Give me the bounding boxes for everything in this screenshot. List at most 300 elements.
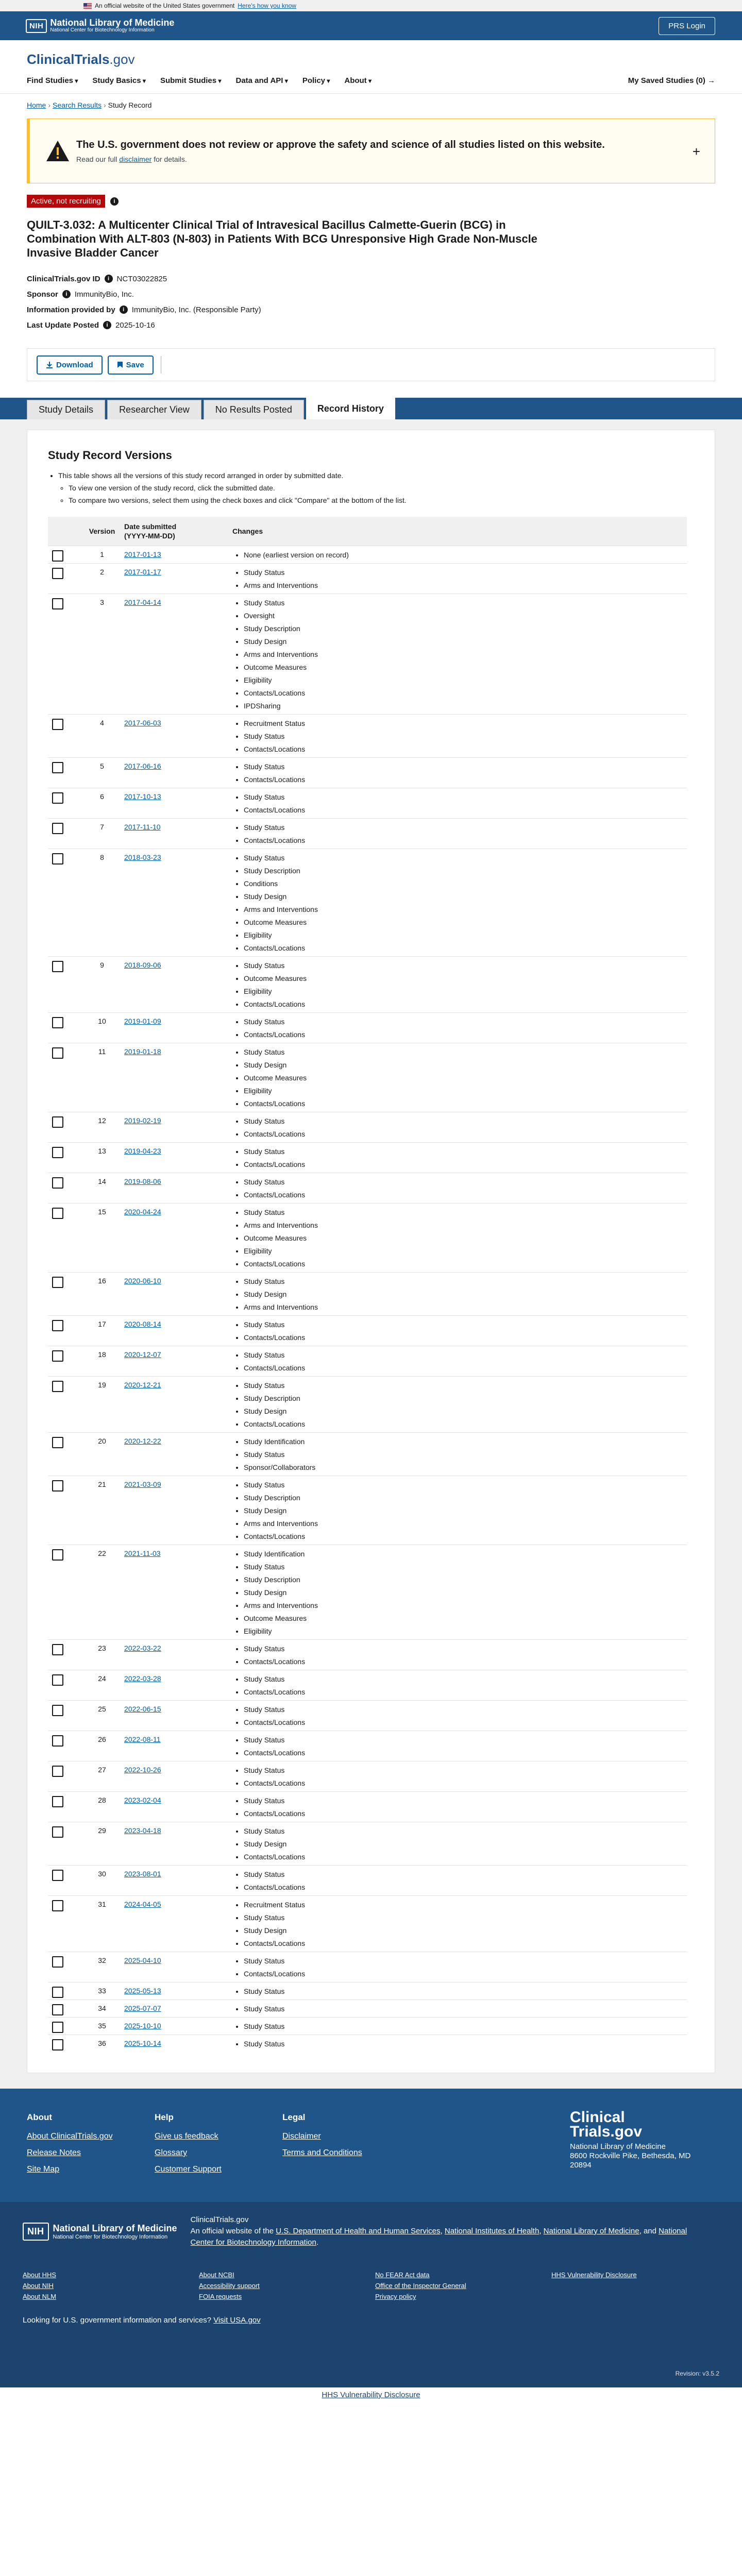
table-row	[48, 1896, 687, 1952]
usa-gov-link[interactable]: Visit USA.gov	[213, 2316, 261, 2325]
version-date-link[interactable]: 2020-12-21	[124, 1381, 161, 1389]
ct-logo-main: ClinicalTrials	[27, 52, 110, 67]
version-checkbox[interactable]	[52, 1017, 63, 1028]
version-checkbox[interactable]	[52, 1900, 63, 1911]
version-number: 6	[84, 788, 120, 819]
footer-link-about-nlm[interactable]: About NLM	[23, 2293, 57, 2300]
change-item: • Study Identification	[244, 1437, 683, 1450]
select-cell	[48, 1204, 84, 1273]
versions-intro	[48, 471, 694, 504]
version-checkbox[interactable]	[52, 1987, 63, 1998]
change-item: • Study Status	[244, 1480, 683, 1493]
changes-list	[232, 853, 683, 956]
version-checkbox[interactable]	[52, 1437, 63, 1448]
change-item: • Study Status	[244, 1116, 683, 1129]
breadcrumb-search-results[interactable]: Search Results	[53, 101, 102, 109]
version-checkbox[interactable]	[52, 1674, 63, 1686]
changes-list	[232, 792, 683, 818]
version-date-link[interactable]: 2020-12-22	[124, 1437, 161, 1445]
ct-header	[0, 40, 742, 94]
change-item: • Study Status	[244, 1208, 683, 1221]
version-checkbox[interactable]	[52, 1381, 63, 1392]
version-checkbox[interactable]	[52, 1047, 63, 1059]
version-checkbox[interactable]	[52, 2004, 63, 2015]
nav-study-basics[interactable]: Study Basics ▾	[92, 76, 146, 85]
version-number: 26	[84, 1731, 120, 1761]
change-item: • Study Status	[244, 1766, 683, 1778]
version-checkbox[interactable]	[52, 792, 63, 804]
change-item: • Study Status	[244, 1705, 683, 1718]
version-date-link[interactable]: 2020-04-24	[124, 1208, 161, 1216]
version-date-link[interactable]: 2017-06-16	[124, 762, 161, 770]
footer-link-feedback[interactable]: Give us feedback	[155, 2132, 218, 2141]
disclaimer-alert	[27, 118, 715, 183]
changes-list	[232, 1705, 683, 1731]
hhs-vulnerability-link[interactable]: HHS Vulnerability Disclosure	[322, 2391, 420, 2399]
change-item: • Contacts/Locations	[244, 775, 683, 788]
version-checkbox[interactable]	[52, 719, 63, 730]
version-checkbox[interactable]	[52, 2022, 63, 2033]
version-date-link[interactable]: 2025-07-07	[124, 2004, 161, 2012]
disclaimer-link[interactable]: disclaimer	[119, 155, 152, 163]
save-button[interactable]	[108, 355, 154, 375]
date-cell	[120, 1822, 228, 1866]
footer-link-glossary[interactable]: Glossary	[155, 2148, 188, 2157]
select-cell	[48, 2035, 84, 2053]
table-row	[48, 1670, 687, 1701]
changes-cell	[228, 1670, 687, 1701]
changes-list	[232, 1277, 683, 1315]
version-date-link[interactable]: 2019-01-09	[124, 1017, 161, 1025]
col-changes: Changes	[228, 517, 687, 546]
version-number: 17	[84, 1316, 120, 1346]
nav-policy[interactable]: Policy ▾	[302, 76, 330, 85]
change-item: • Contacts/Locations	[244, 1748, 683, 1761]
version-date-link[interactable]: 2017-01-17	[124, 568, 161, 576]
table-row	[48, 1377, 687, 1433]
breadcrumb	[0, 94, 742, 116]
table-row	[48, 1640, 687, 1670]
change-item: • Contacts/Locations	[244, 1419, 683, 1432]
table-row	[48, 1433, 687, 1476]
footer-link-hhs-vuln[interactable]: HHS Vulnerability Disclosure	[551, 2271, 637, 2279]
select-cell	[48, 715, 84, 758]
version-number: 21	[84, 1476, 120, 1545]
changes-cell	[228, 1273, 687, 1316]
version-date-link[interactable]: 2019-01-18	[124, 1047, 161, 1056]
date-cell	[120, 849, 228, 957]
version-number: 13	[84, 1143, 120, 1173]
version-date-link[interactable]: 2023-04-18	[124, 1826, 161, 1835]
change-item: • Contacts/Locations	[244, 1190, 683, 1203]
change-item: • Eligibility	[244, 675, 683, 688]
footer-legal-heading: Legal	[282, 2112, 306, 2122]
table-row	[48, 1013, 687, 1043]
version-checkbox[interactable]	[52, 762, 63, 773]
footer-link-empty	[551, 2293, 728, 2300]
tab-study-details[interactable]: Study Details	[27, 400, 105, 419]
info-icon[interactable]: i	[120, 306, 128, 314]
change-item: • Arms and Interventions	[244, 1302, 683, 1315]
meta-row-sponsor	[27, 286, 715, 302]
version-checkbox[interactable]	[52, 1177, 63, 1189]
changes-cell	[228, 1640, 687, 1670]
footer-link-terms[interactable]: Terms and Conditions	[282, 2148, 362, 2157]
hhs-vuln-row	[0, 2387, 742, 2402]
change-item: • Eligibility	[244, 1246, 683, 1259]
versions-section	[0, 419, 742, 2089]
version-date-link[interactable]: 2022-03-28	[124, 1674, 161, 1683]
sponsor-label: Sponsor	[27, 290, 58, 299]
main-nav	[27, 67, 715, 93]
date-cell	[120, 1112, 228, 1143]
footer-nlm-title: National Library of Medicine	[53, 2223, 177, 2233]
date-cell	[120, 2018, 228, 2035]
version-number: 11	[84, 1043, 120, 1112]
info-icon[interactable]: i	[62, 290, 71, 298]
footer-link-accessibility[interactable]: Accessibility support	[199, 2282, 260, 2290]
change-item: • Study Status	[244, 1870, 683, 1883]
version-date-link[interactable]: 2025-10-10	[124, 2022, 161, 2030]
select-cell	[48, 1013, 84, 1043]
date-cell	[120, 1731, 228, 1761]
version-date-link[interactable]: 2021-03-09	[124, 1480, 161, 1488]
changes-cell	[228, 1143, 687, 1173]
ct-logo-tld: .gov	[109, 52, 135, 67]
change-item: • Sponsor/Collaborators	[244, 1463, 683, 1476]
breadcrumb-separator: ›	[48, 101, 51, 109]
version-checkbox[interactable]	[52, 1350, 63, 1362]
change-item: • Outcome Measures	[244, 918, 683, 930]
expand-plus-icon[interactable]: +	[692, 144, 700, 159]
select-cell	[48, 1896, 84, 1952]
version-date-link[interactable]: 2022-08-11	[124, 1735, 161, 1743]
versions-card	[27, 430, 715, 2073]
nav-data-api[interactable]: Data and API ▾	[235, 76, 288, 85]
table-row	[48, 1761, 687, 1792]
changes-list	[232, 719, 683, 757]
version-date-link[interactable]: 2017-11-10	[124, 823, 161, 831]
my-saved-studies-link[interactable]: My Saved Studies (0) →	[628, 76, 715, 85]
date-cell	[120, 1316, 228, 1346]
select-cell	[48, 1761, 84, 1792]
changes-list	[232, 1826, 683, 1865]
footer-link-site-map[interactable]: Site Map	[27, 2165, 60, 2174]
version-checkbox[interactable]	[52, 961, 63, 972]
version-checkbox[interactable]	[52, 1796, 63, 1807]
version-date-link[interactable]: 2023-08-01	[124, 1870, 161, 1878]
change-item: • Contacts/Locations	[244, 999, 683, 1012]
version-number: 4	[84, 715, 120, 758]
change-item: • None (earliest version on record)	[244, 550, 683, 563]
version-checkbox[interactable]	[52, 598, 63, 609]
select-cell	[48, 1670, 84, 1701]
info-provided-value: ImmunityBio, Inc. (Responsible Party)	[131, 305, 261, 314]
change-item: • Study Status	[244, 1987, 683, 1999]
version-checkbox[interactable]	[52, 568, 63, 579]
version-date-link[interactable]: 2023-02-04	[124, 1796, 161, 1804]
version-checkbox[interactable]	[52, 1766, 63, 1777]
version-date-link[interactable]: 2018-03-23	[124, 853, 161, 861]
version-date-link[interactable]: 2025-10-14	[124, 2039, 161, 2047]
version-date-link[interactable]: 2020-08-14	[124, 1320, 161, 1328]
version-checkbox[interactable]	[52, 1480, 63, 1492]
version-checkbox[interactable]	[52, 823, 63, 834]
gov-banner	[0, 0, 742, 11]
footer-link-about-hhs[interactable]: About HHS	[23, 2271, 57, 2279]
changes-list	[232, 762, 683, 788]
footer-link-privacy[interactable]: Privacy policy	[375, 2293, 416, 2300]
date-cell	[120, 1433, 228, 1476]
footer-link-release-notes[interactable]: Release Notes	[27, 2148, 81, 2157]
footer-link-ncbi[interactable]: National Center for Biotechnology Information	[190, 2227, 687, 2247]
nav-submit-studies[interactable]: Submit Studies ▾	[160, 76, 222, 85]
footer-top	[0, 2089, 742, 2202]
footer-address	[570, 2142, 690, 2170]
versions-table-head	[48, 517, 687, 546]
version-checkbox[interactable]	[52, 1277, 63, 1288]
footer-nih-logo-icon: NIH	[23, 2223, 49, 2241]
changes-cell	[228, 1043, 687, 1112]
footer-ct-logo	[570, 2110, 690, 2170]
change-item: • Conditions	[244, 879, 683, 892]
date-cell	[120, 1377, 228, 1433]
version-checkbox[interactable]	[52, 1735, 63, 1747]
footer-link-no-fear[interactable]: No FEAR Act data	[375, 2271, 430, 2279]
select-cell	[48, 1273, 84, 1316]
footer-help-col	[155, 2112, 282, 2181]
version-date-link[interactable]: 2018-09-06	[124, 961, 161, 969]
info-icon[interactable]: i	[103, 321, 111, 329]
col-date-line2: (YYYY-MM-DD)	[124, 532, 175, 540]
date-cell	[120, 2000, 228, 2018]
select-cell	[48, 1143, 84, 1173]
date-cell	[120, 1952, 228, 1982]
nlm-logo[interactable]	[26, 18, 174, 33]
status-row	[27, 195, 715, 208]
version-date-link[interactable]: 2017-06-03	[124, 719, 161, 727]
version-date-link[interactable]: 2017-01-13	[124, 550, 161, 558]
change-item: • Contacts/Locations	[244, 1099, 683, 1112]
tab-record-history[interactable]: Record History	[306, 398, 395, 419]
changes-cell	[228, 1377, 687, 1433]
changes-cell	[228, 2035, 687, 2053]
table-row	[48, 546, 687, 564]
version-date-link[interactable]: 2025-05-13	[124, 1987, 161, 1995]
version-date-link[interactable]: 2017-10-13	[124, 792, 161, 801]
footer-link-customer-support[interactable]: Customer Support	[155, 2165, 222, 2174]
change-item: • Study Status	[244, 598, 683, 611]
info-icon[interactable]: i	[105, 275, 113, 283]
address-line: 8600 Rockville Pike, Bethesda, MD	[570, 2151, 691, 2160]
changes-cell	[228, 1545, 687, 1640]
footer-link-about-ncbi[interactable]: About NCBI	[199, 2271, 234, 2279]
change-item: • Study Status	[244, 2022, 683, 2035]
col-version: Version	[84, 517, 120, 546]
nav-find-studies[interactable]: Find Studies ▾	[27, 76, 78, 85]
table-row	[48, 1476, 687, 1545]
change-item: • Study Status	[244, 792, 683, 805]
save-label: Save	[126, 360, 144, 369]
version-checkbox[interactable]	[52, 1826, 63, 1838]
footer-official-text: ClinicalTrials.gov An official website of the U.S. Department of Health and Human Services, National Institutes of Health, National Library of Medicine, and National Center for Biotechnology Information.	[191, 2214, 696, 2248]
version-date-link[interactable]: 2017-04-14	[124, 598, 161, 606]
change-item: • Outcome Measures	[244, 1233, 683, 1246]
id-value: NCT03022825	[116, 274, 167, 283]
change-item: • Contacts/Locations	[244, 1883, 683, 1895]
version-date-link[interactable]: 2020-06-10	[124, 1277, 161, 1285]
changes-list	[232, 1796, 683, 1822]
ct-logo[interactable]	[27, 52, 715, 67]
version-checkbox[interactable]	[52, 2039, 63, 2050]
date-cell	[120, 1476, 228, 1545]
meta-row-info	[27, 302, 715, 317]
changes-list	[232, 1674, 683, 1700]
date-cell	[120, 1670, 228, 1701]
change-item: • Study Description	[244, 624, 683, 637]
change-item: • Recruitment Status	[244, 1900, 683, 1913]
version-checkbox[interactable]	[52, 1116, 63, 1128]
col-date-line1: Date submitted	[124, 522, 177, 531]
change-item: • Arms and Interventions	[244, 905, 683, 918]
info-icon[interactable]: i	[110, 197, 119, 206]
version-number: 20	[84, 1433, 120, 1476]
change-item: • Arms and Interventions	[244, 581, 683, 594]
change-item: • Contacts/Locations	[244, 1532, 683, 1545]
nlm-title: National Library of Medicine	[50, 18, 175, 28]
select-cell	[48, 1792, 84, 1822]
table-row	[48, 1273, 687, 1316]
changes-cell	[228, 546, 687, 564]
version-number: 30	[84, 1866, 120, 1896]
changes-cell	[228, 1792, 687, 1822]
footer-bottom-row	[23, 2214, 719, 2248]
version-number: 14	[84, 1173, 120, 1204]
select-cell	[48, 1822, 84, 1866]
version-checkbox[interactable]	[52, 1956, 63, 1968]
version-date-link[interactable]: 2019-08-06	[124, 1177, 161, 1185]
version-checkbox[interactable]	[52, 1549, 63, 1561]
footer-text-pre: An official website of the	[190, 2227, 274, 2235]
tab-researcher-view[interactable]: Researcher View	[107, 400, 201, 419]
usa-text: Looking for U.S. government information and services?	[23, 2316, 212, 2325]
footer-link-foia[interactable]: FOIA requests	[199, 2293, 242, 2300]
heres-how-link[interactable]: Here's how you know	[238, 2, 296, 9]
tab-no-results-posted[interactable]: No Results Posted	[204, 400, 304, 419]
nav-about[interactable]: About ▾	[344, 76, 372, 85]
prs-login-button[interactable]: PRS Login	[659, 17, 715, 35]
download-icon	[46, 361, 53, 368]
version-checkbox[interactable]	[52, 1208, 63, 1219]
select-cell	[48, 2000, 84, 2018]
select-cell	[48, 1866, 84, 1896]
version-number: 29	[84, 1822, 120, 1866]
version-date-link[interactable]: 2020-12-07	[124, 1350, 161, 1359]
changes-list	[232, 1177, 683, 1203]
version-date-link[interactable]: 2019-02-19	[124, 1116, 161, 1125]
change-item: • Contacts/Locations	[244, 1030, 683, 1043]
select-cell	[48, 1982, 84, 2000]
change-item: • Contacts/Locations	[244, 943, 683, 956]
change-item: • Study Description	[244, 1493, 683, 1506]
change-item: • Contacts/Locations	[244, 1809, 683, 1822]
footer-link-disclaimer[interactable]: Disclaimer	[282, 2132, 321, 2141]
version-checkbox[interactable]	[52, 853, 63, 865]
version-date-link[interactable]: 2022-10-26	[124, 1766, 161, 1774]
change-item: • Eligibility	[244, 1626, 683, 1639]
changes-cell	[228, 2018, 687, 2035]
version-date-link[interactable]: 2025-04-10	[124, 1956, 161, 1964]
date-cell	[120, 546, 228, 564]
change-item: • Study Status	[244, 1381, 683, 1394]
version-date-link[interactable]: 2022-03-22	[124, 1644, 161, 1652]
version-checkbox[interactable]	[52, 1644, 63, 1655]
download-label: Download	[56, 360, 93, 369]
changes-cell	[228, 758, 687, 788]
footer-nlm-logo[interactable]	[23, 2214, 177, 2248]
version-checkbox[interactable]	[52, 1870, 63, 1881]
changes-cell	[228, 849, 687, 957]
change-item: • Contacts/Locations	[244, 688, 683, 701]
footer-about-heading: About	[27, 2112, 53, 2122]
version-number: 18	[84, 1346, 120, 1377]
date-cell	[120, 758, 228, 788]
version-checkbox[interactable]	[52, 1705, 63, 1716]
select-cell	[48, 788, 84, 819]
changes-list	[232, 1320, 683, 1346]
changes-cell	[228, 819, 687, 849]
footer-link-nih[interactable]: National Institutes of Health	[444, 2227, 539, 2235]
version-checkbox[interactable]	[52, 1147, 63, 1158]
footer-link-about-nih[interactable]: About NIH	[23, 2282, 54, 2290]
change-item: • Study Design	[244, 1839, 683, 1852]
footer-link-about-ct[interactable]: About ClinicalTrials.gov	[27, 2132, 113, 2141]
version-number: 22	[84, 1545, 120, 1640]
version-number: 5	[84, 758, 120, 788]
intro-sublist	[58, 484, 694, 504]
versions-header-row	[48, 517, 687, 546]
change-item: • Study Status	[244, 1913, 683, 1926]
footer-link-oig[interactable]: Office of the Inspector General	[375, 2282, 466, 2290]
change-item: • Eligibility	[244, 930, 683, 943]
version-date-link[interactable]: 2024-04-05	[124, 1900, 161, 1908]
version-number: 36	[84, 2035, 120, 2053]
change-item: • Study Status	[244, 2039, 683, 2052]
table-row	[48, 788, 687, 819]
breadcrumb-home[interactable]: Home	[27, 101, 46, 109]
version-date-link[interactable]: 2019-04-23	[124, 1147, 161, 1155]
download-button[interactable]	[37, 355, 103, 375]
version-checkbox[interactable]	[52, 1320, 63, 1331]
footer-ct-logo-1: Clinical	[570, 2109, 625, 2126]
changes-cell	[228, 1952, 687, 1982]
date-cell	[120, 2035, 228, 2053]
select-cell	[48, 1545, 84, 1640]
change-item: • IPDSharing	[244, 701, 683, 714]
version-date-link[interactable]: 2022-06-15	[124, 1705, 161, 1713]
change-item: • Contacts/Locations	[244, 1939, 683, 1952]
table-row	[48, 1204, 687, 1273]
footer-link-hhs[interactable]: U.S. Department of Health and Human Services	[276, 2227, 441, 2235]
changes-list	[232, 1437, 683, 1476]
footer-link-nlm[interactable]: National Library of Medicine	[543, 2227, 639, 2235]
change-item: • Recruitment Status	[244, 719, 683, 732]
date-cell	[120, 1701, 228, 1731]
table-row	[48, 715, 687, 758]
version-checkbox[interactable]	[52, 550, 63, 562]
change-item: • Contacts/Locations	[244, 1657, 683, 1670]
version-date-link[interactable]: 2021-11-03	[124, 1549, 161, 1557]
